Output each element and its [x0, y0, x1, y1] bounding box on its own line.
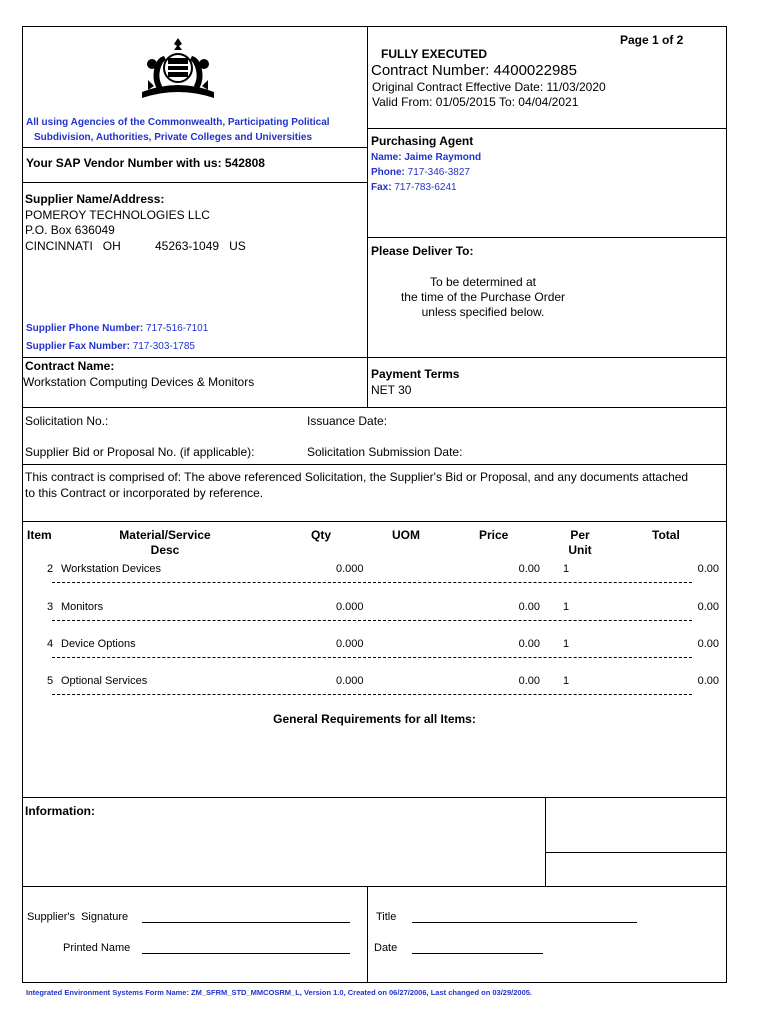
col-per-1: Per — [570, 528, 590, 542]
row-per: 1 — [563, 675, 570, 687]
payment-terms-label: Payment Terms — [371, 367, 460, 381]
supplier-signature-line[interactable] — [142, 922, 350, 923]
agent-name-label: Name: — [371, 152, 402, 163]
supplier-address: P.O. Box 636049 — [25, 223, 115, 237]
divider-signature-top — [22, 886, 727, 887]
information-label: Information: — [25, 804, 95, 818]
row-desc: Optional Services — [61, 675, 148, 687]
commonwealth-seal-icon — [138, 36, 218, 104]
divider-signature-vertical — [367, 886, 368, 983]
agent-phone-label: Phone: — [371, 167, 405, 178]
row-total: 0.00 — [697, 601, 719, 613]
col-price: Price — [479, 528, 509, 542]
row-item: 2 — [47, 563, 54, 575]
row-separator — [52, 657, 692, 661]
divider-sap-top — [22, 147, 368, 148]
payment-terms: NET 30 — [371, 383, 412, 397]
information-box-left — [545, 797, 546, 887]
printed-name-line[interactable] — [142, 953, 350, 954]
supplier-bid-no: Supplier Bid or Proposal No. (if applicable): — [25, 445, 255, 459]
title-line[interactable] — [412, 922, 637, 923]
general-requirements: General Requirements for all Items: — [273, 712, 476, 726]
date-label: Date — [374, 942, 398, 954]
date-line[interactable] — [412, 953, 543, 954]
row-item: 5 — [47, 675, 54, 687]
row-qty: 0.000 — [336, 563, 364, 575]
row-separator — [52, 582, 692, 586]
supplier-phone — [26, 323, 208, 334]
agent-fax — [371, 182, 457, 193]
divider-contract-top — [22, 357, 727, 358]
row-total: 0.00 — [697, 638, 719, 650]
supplier-name: POMEROY TECHNOLOGIES LLC — [25, 208, 210, 222]
supplier-phone-label: Supplier Phone Number: — [26, 323, 144, 334]
frame-right — [726, 26, 727, 983]
row-price: 0.00 — [518, 563, 540, 575]
divider-information-top — [22, 797, 727, 798]
divider-table-top — [22, 521, 727, 522]
divider-sap-bottom — [22, 182, 368, 183]
issuance-date: Issuance Date: — [307, 414, 388, 428]
col-desc-2: Desc — [150, 543, 180, 557]
sap-vendor-number: Your SAP Vendor Number with us: 542808 — [26, 156, 265, 170]
contract-name-label: Contract Name: — [25, 359, 115, 373]
status-label: FULLY EXECUTED — [381, 47, 488, 61]
divider-solicitation-top — [22, 407, 727, 408]
row-desc: Workstation Devices — [61, 563, 162, 575]
deliver-line-3: unless specified below. — [421, 305, 545, 319]
frame-bottom — [22, 982, 727, 983]
row-total: 0.00 — [697, 675, 719, 687]
row-per: 1 — [563, 563, 570, 575]
col-qty: Qty — [311, 528, 332, 542]
form-footer: Integrated Environment Systems Form Name: ZM_SFRM_STD_MMCOSRM_L, Version 1.0, Created on 06/27/2006, Last changed on 03/29/2005. — [26, 988, 532, 997]
solicitation-no: Solicitation No.: — [25, 414, 109, 428]
row-per: 1 — [563, 601, 570, 613]
col-uom: UOM — [392, 528, 420, 542]
row-total: 0.00 — [697, 563, 719, 575]
deliver-line-1: To be determined at — [429, 275, 537, 289]
agencies-line-2: Subdivision, Authorities, Private Colleges and Universities — [34, 132, 313, 143]
col-desc-1: Material/Service — [119, 528, 211, 542]
row-item: 3 — [47, 601, 54, 613]
supplier-signature-label: Supplier's Signature — [27, 911, 129, 923]
col-item: Item — [27, 528, 52, 542]
row-item: 4 — [47, 638, 54, 650]
contract-number: Contract Number: 4400022985 — [371, 62, 577, 79]
row-price: 0.00 — [518, 638, 540, 650]
contract-name: Workstation Computing Devices & Monitors — [23, 375, 255, 389]
supplier-fax-label: Supplier Fax Number: — [26, 341, 130, 352]
supplier-phone-value: 717-516-7101 — [146, 323, 209, 334]
supplier-name-label: Supplier Name/Address: — [25, 192, 165, 206]
divider-vertical-top — [367, 26, 368, 408]
col-per-2: Unit — [568, 543, 592, 557]
row-separator — [52, 620, 692, 624]
row-desc: Device Options — [61, 638, 136, 650]
comprised-line-2: to this Contract or incorporated by reference. — [25, 486, 264, 500]
agent-fax-label: Fax: — [371, 182, 392, 193]
supplier-fax-value: 717-303-1785 — [132, 341, 195, 352]
agent-phone-value: 717-346-3827 — [407, 167, 470, 178]
valid-dates: Valid From: 01/05/2015 To: 04/04/2021 — [372, 95, 579, 109]
row-qty: 0.000 — [336, 638, 364, 650]
frame-top — [22, 26, 727, 27]
supplier-city: CINCINNATI OH — [25, 239, 121, 253]
divider-agent-top — [367, 128, 727, 129]
agencies-line-1: All using Agencies of the Commonwealth, Participating Political — [26, 117, 330, 128]
divider-deliver-top — [367, 237, 727, 238]
row-qty: 0.000 — [336, 675, 364, 687]
title-label: Title — [376, 911, 397, 923]
page-number: Page 1 of 2 — [620, 33, 684, 47]
printed-name-label: Printed Name — [63, 942, 131, 954]
information-box-mid — [545, 852, 727, 853]
submission-date: Solicitation Submission Date: — [307, 445, 463, 459]
row-separator — [52, 694, 692, 698]
row-qty: 0.000 — [336, 601, 364, 613]
purchasing-agent-title: Purchasing Agent — [371, 134, 474, 148]
supplier-zip: 45263-1049 US — [155, 239, 246, 253]
row-price: 0.00 — [518, 601, 540, 613]
col-total: Total — [652, 528, 680, 542]
supplier-fax — [26, 341, 195, 352]
comprised-line-1: This contract is comprised of: The above referenced Solicitation, the Supplier's Bid or Proposal, and any documents attached — [25, 470, 689, 484]
row-desc: Monitors — [61, 601, 104, 613]
agent-fax-value: 717-783-6241 — [394, 182, 457, 193]
deliver-title: Please Deliver To: — [371, 244, 474, 258]
row-price: 0.00 — [518, 675, 540, 687]
agent-phone — [371, 167, 470, 178]
divider-comprised-top — [22, 464, 727, 465]
effective-date: Original Contract Effective Date: 11/03/2020 — [372, 80, 606, 94]
agent-name — [371, 152, 481, 163]
agent-name-value: Jaime Raymond — [404, 152, 482, 163]
deliver-line-2: the time of the Purchase Order — [400, 290, 566, 304]
row-per: 1 — [563, 638, 570, 650]
frame-left — [22, 26, 23, 983]
